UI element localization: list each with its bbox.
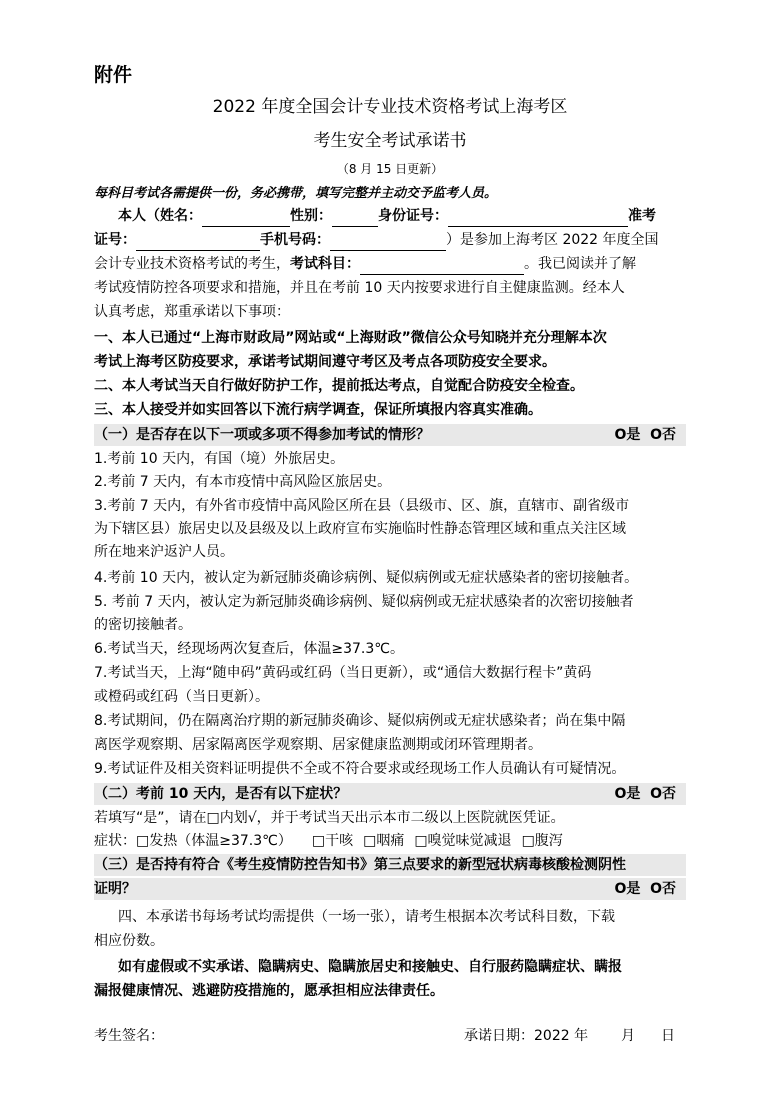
list-item: 9.考试证件及相关资料证明提供不全或不符合要求或经现场工作人员确认有可疑情况。: [94, 761, 626, 777]
symptom-diarrhea-checkbox[interactable]: □腹泻: [521, 833, 563, 849]
list-item-cont: 的密切接触者。: [94, 617, 192, 633]
date-month: 月: [621, 1028, 635, 1044]
commitment-1: 一、本人已通过“上海市财政局”网站或“上海财政”微信公众号知晓并充分理解本次: [94, 330, 607, 346]
no-option[interactable]: O否: [650, 881, 676, 897]
yes-option[interactable]: O是: [614, 786, 641, 802]
date-label: 承诺日期：2022 年: [464, 1028, 589, 1044]
liability-statement-cont: 漏报健康情况、逃避防疫措施的，愿承担相应法律责任。: [94, 983, 444, 999]
paragraph-line: 认真考虑，郑重承诺以下事项：: [94, 304, 290, 320]
section-2-header: （二）考前 10 天内，是否有以下症状？ O是 O否: [94, 783, 686, 805]
exam-subject-field[interactable]: [360, 258, 524, 275]
list-item-cont: 为下辖区县）旅居史以及县级及以上政府宣布实施临时性静态管理区域和重点关注区域: [94, 521, 626, 537]
phone-field[interactable]: [330, 234, 446, 251]
list-item: 1.考前 10 天内，有国（境）外旅居史。: [94, 451, 345, 467]
section-3-header-cont: 证明？ O是 O否: [94, 878, 686, 900]
symptom-checklist: 症状：□发热（体温≥37.3℃） □干咳 □咽痛 □嗅觉味觉减退 □腹泻: [94, 833, 563, 849]
paragraph-line: 考试疫情防控各项要求和措施，并且在考前 10 天内按要求进行自主健康监测。经本人: [94, 280, 625, 296]
section-3-header: （三）是否持有符合《考生疫情防控告知书》第三点要求的新型冠状病毒核酸检测阴性: [94, 854, 686, 876]
list-item: 3.考前 7 天内，有外省市疫情中高风险区所在县（县级市、区、旗，直辖市、副省级市: [94, 498, 630, 514]
signature-row: [94, 1025, 686, 1047]
list-item: 2.考前 7 天内，有本市疫情中高风险区旅居史。: [94, 474, 392, 490]
commitment-2: 二、本人考试当天自行做好防护工作，提前抵达考点，自觉配合防疫安全检查。: [94, 378, 584, 394]
gender-field[interactable]: [332, 210, 378, 227]
symptom-fever-checkbox[interactable]: □发热（体温≥37.3℃）: [136, 833, 292, 849]
no-option[interactable]: O否: [650, 427, 676, 443]
personal-info-line-3: 会计专业技术资格考试的考生，考试科目： 。我已阅读并了解: [94, 253, 686, 275]
section-1-header: （一）是否存在以下一项或多项不得参加考试的情形？ O是 O否: [94, 424, 686, 446]
id-number-field[interactable]: [448, 210, 628, 227]
list-item: 4.考前 10 天内，被认定为新冠肺炎确诊病例、疑似病例或无症状感染者的密切接触者。: [94, 570, 639, 586]
symptom-smell-taste-checkbox[interactable]: □嗅觉味觉减退: [414, 833, 512, 849]
name-field[interactable]: [202, 210, 290, 227]
list-item-cont: 离医学观察期、居家隔离医学观察期、居家健康监测期或闭环管理期者。: [94, 737, 542, 753]
personal-info-line-1: 本人（姓名： 性别： 身份证号： 准考: [94, 205, 686, 227]
personal-info-line-2: 证号： 手机号码： ）是参加上海考区 2022 年度全国: [94, 229, 686, 251]
admission-number-field[interactable]: [136, 234, 260, 251]
attachment-label: 附件: [94, 64, 133, 86]
yes-option[interactable]: O是: [614, 427, 641, 443]
list-item: 7.考试当天，上海“随申码”黄码或红码（当日更新），或“通信大数据行程卡”黄码: [94, 665, 592, 681]
list-item: 8.考试期间，仍在隔离治疗期的新冠肺炎确诊、疑似病例或无症状感染者；尚在集中隔: [94, 713, 626, 729]
commitment-4: 四、本承诺书每场考试均需提供（一场一张），请考生根据本次考试科目数，下载: [118, 909, 615, 925]
liability-statement: 如有虚假或不实承诺、隐瞒病史、隐瞒旅居史和接触史、自行服药隐瞒症状、瞒报: [118, 959, 622, 975]
signature-label: 考生签名：: [94, 1028, 164, 1044]
date-day: 日: [661, 1028, 675, 1044]
symptom-cough-checkbox[interactable]: □干咳: [311, 833, 354, 849]
document-title: 2022 年度全国会计专业技术资格考试上海考区: [212, 97, 568, 117]
list-item: 6.考试当天，经现场两次复查后，体温≥37.3℃。: [94, 641, 404, 657]
commitment-4-cont: 相应份数。: [94, 933, 164, 949]
symptom-sore-throat-checkbox[interactable]: □咽痛: [363, 833, 405, 849]
commitment-3: 三、本人接受并如实回答以下流行病学调查，保证所填报内容真实准确。: [94, 402, 542, 418]
update-date-note: （8 月 15 日更新）: [336, 162, 444, 176]
commitment-1-cont: 考试上海考区防疫要求，承诺考试期间遵守考区及考点各项防疫安全要求。: [94, 354, 556, 370]
section-2-note: 若填写“是”，请在□内划√，并于考试当天出示本市二级以上医院就医凭证。: [94, 810, 565, 826]
submission-notice: 每科目考试各需提供一份，务必携带，填写完整并主动交予监考人员。: [94, 186, 498, 201]
no-option[interactable]: O否: [650, 786, 676, 802]
list-item-cont: 或橙码或红码（当日更新）。: [94, 689, 269, 705]
yes-option[interactable]: O是: [614, 881, 641, 897]
list-item-cont: 所在地来沪返沪人员。: [94, 544, 234, 560]
document-subtitle: 考生安全考试承诺书: [313, 131, 467, 151]
list-item: 5. 考前 7 天内，被认定为新冠肺炎确诊病例、疑似病例或无症状感染者的次密切接触者: [94, 594, 634, 610]
